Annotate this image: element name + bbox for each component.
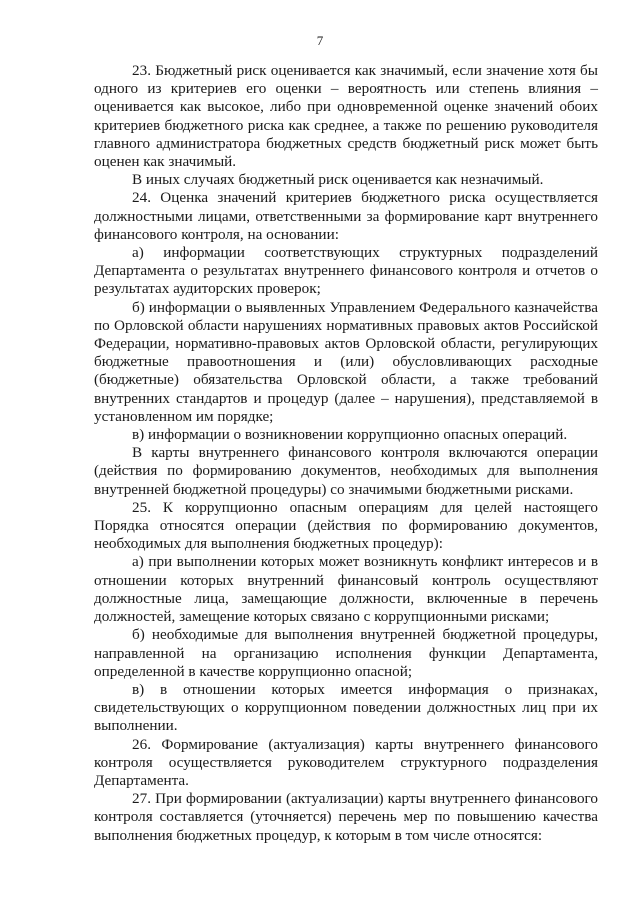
paragraph-23-note: В иных случаях бюджетный риск оценивается как незначимый. <box>132 171 544 189</box>
paragraph-24-a: а) информации соответствующих структурных подразделений Департамента о результатах внутреннего финансового контроля и отчетов о результатах аудиторских проверок; <box>94 244 598 298</box>
document-body <box>94 62 598 845</box>
paragraph-27: 27. При формировании (актуализации) карты внутреннего финансового контроля составляется (уточняется) перечень мер по повышению качества выполнения бюджетных процедур, к которым в том числе относятся: <box>94 790 598 844</box>
paragraph-24: 24. Оценка значений критериев бюджетного риска осуществляется должностными лицами, ответственными за формирование карт внутреннего финансового контроля, на основании: <box>94 189 598 243</box>
paragraph-25-b: б) необходимые для выполнения внутренней бюджетной процедуры, направленной на организацию исполнения функции Департамента, определенной в качестве коррупционно опасной; <box>94 626 598 680</box>
paragraph-23: 23. Бюджетный риск оценивается как значимый, если значение хотя бы одного из критериев его оценки – вероятность или степень влияния – оценивается как высокое, либо при одновременной оценке значений обоих критериев бюджетного риска как среднее, а также по решению руководителя главного администратора бюджетных средств бюджетный риск может быть оценен как значимый. <box>94 62 598 171</box>
paragraph-25-a: а) при выполнении которых может возникнуть конфликт интересов и в отношении которых внутренний финансовый контроль осуществляют должностные лица, замещающие должности, включенные в перечень должностей, замещение которых связано с коррупционными рисками; <box>94 553 598 626</box>
paragraph-26: 26. Формирование (актуализация) карты внутреннего финансового контроля осуществляется руководителем структурного подразделения Департамента. <box>94 735 598 789</box>
page-number: 7 <box>316 33 324 48</box>
paragraph-24-c: в) информации о возникновении коррупционно опасных операций. <box>132 426 568 444</box>
paragraph-25: 25. К коррупционно опасным операциям для целей настоящего Порядка относятся операции (действия по формированию документов, необходимых для выполнения бюджетных процедур): <box>94 498 598 553</box>
paragraph-25-c: в) в отношении которых имеется информация о признаках, свидетельствующих о коррупционном поведении должностных лиц при их выполнении. <box>94 680 598 735</box>
paragraph-24-note: В карты внутреннего финансового контроля включаются операции (действия по формированию документов, необходимых для выполнения внутренней бюджетной процедуры) со значимыми бюджетными рисками. <box>94 444 598 498</box>
paragraph-24-b: б) информации о выявленных Управлением Федерального казначейства по Орловской области нарушениях нормативных правовых актов Российской Федерации, нормативно-правовых актов Орловской области, регулирующих бюджетные правоотношения и (или) обусловливающих расходные (бюджетные) обязательства Орловской области, а также требований внутренних стандартов и процедур (далее – нарушения), представляемой в установленном им порядке; <box>94 298 598 425</box>
